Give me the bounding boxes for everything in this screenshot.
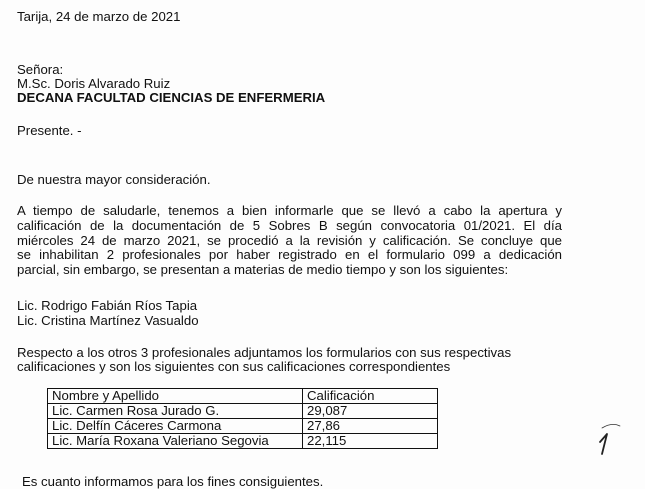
table-header-row — [48, 389, 438, 404]
paragraph-2-line: Respecto a los otros 3 profesionales adjuntamos los formularios con sus respectivas — [17, 345, 512, 360]
disqualified-name: Lic. Rodrigo Fabián Ríos Tapia — [17, 298, 198, 313]
table-row — [48, 404, 438, 419]
table-row — [48, 419, 438, 434]
paragraph-line: A tiempo de saludarle, tenemos a bien informarle que se llevó a cabo la apertura y — [17, 203, 562, 218]
body-paragraph-1 — [17, 204, 562, 278]
addressee-position: DECANA FACULTAD CIENCIAS DE ENFERMERIA — [17, 90, 326, 105]
consideration-line: De nuestra mayor consideración. — [17, 172, 211, 187]
grades-table — [47, 388, 438, 449]
paragraph-line: miércoles 24 de marzo 2021, se procedió a la revisión y calificación. Se concluye que — [17, 232, 562, 248]
closing-line: Es cuanto informamos para los fines consiguientes. — [22, 474, 324, 489]
paragraph-line: calificación de la documentación de 5 Sobres B según convocatoria 01/2021. El día — [17, 217, 562, 233]
paragraph-2-line: calificaciones y son los siguientes con sus calificaciones correspondientes — [17, 359, 451, 374]
column-header-grade: Calificación — [303, 389, 438, 404]
cell-name: Lic. Delfín Cáceres Carmona — [48, 419, 303, 434]
cell-name: Lic. Carmen Rosa Jurado G. — [48, 404, 303, 419]
disqualified-name: Lic. Cristina Martínez Vasualdo — [17, 313, 199, 328]
cell-grade: 29,087 — [303, 404, 438, 419]
column-header-name: Nombre y Apellido — [48, 389, 303, 404]
date-line: Tarija, 24 de marzo de 2021 — [17, 9, 181, 24]
salutation: Señora: — [17, 62, 64, 77]
table-row — [48, 434, 438, 449]
paragraph-line: se inhabilitan 2 profesionales por haber registrado en el formulario 099 a dedicación — [17, 247, 562, 263]
cell-name: Lic. María Roxana Valeriano Segovia — [48, 434, 303, 449]
cell-grade: 27,86 — [303, 419, 438, 434]
paragraph-line: parcial, sin embargo, se presentan a materias de medio tiempo y son los siguientes: — [17, 262, 509, 278]
presente-line: Presente. - — [17, 123, 82, 138]
handwritten-page-number — [590, 418, 630, 458]
cell-grade: 22,115 — [303, 434, 438, 449]
addressee-name: M.Sc. Doris Alvarado Ruiz — [17, 76, 171, 91]
